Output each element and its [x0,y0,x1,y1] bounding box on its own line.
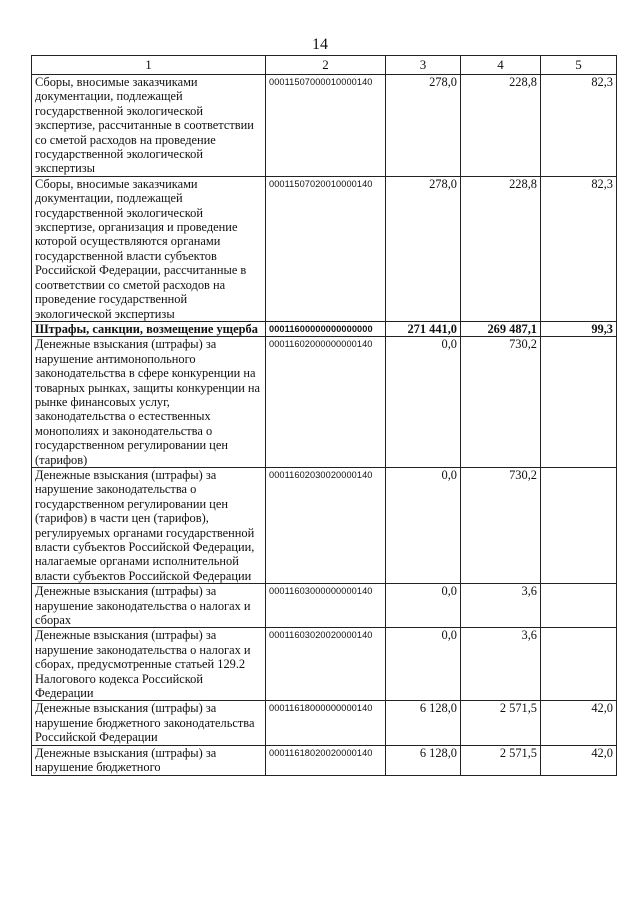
row-name-cell: Денежные взыскания (штрафы) за нарушение бюджетного [32,745,266,775]
row-name-cell: Денежные взыскания (штрафы) за нарушение законодательства о налогах и сборах [32,584,266,628]
table-row [32,75,617,177]
row-name-cell: Денежные взыскания (штрафы) за нарушение законодательства о налогах и сборах, предусмотренные статьей 129.2 Налогового кодекса Российской Федерации [32,628,266,701]
row-value-col4: 228,8 [461,75,541,177]
row-value-col4: 3,6 [461,628,541,701]
row-value-col5 [541,584,617,628]
row-value-col3: 278,0 [386,75,461,177]
row-value-col3: 0,0 [386,628,461,701]
row-value-col5 [541,467,617,583]
column-header-4: 4 [461,56,541,75]
row-value-col4: 730,2 [461,337,541,468]
row-value-col4: 3,6 [461,584,541,628]
table-header [32,56,617,75]
row-code-cell: 00011603020020000140 [266,628,386,701]
row-code-cell: 00011602030020000140 [266,467,386,583]
row-value-col5: 82,3 [541,75,617,177]
row-value-col3: 0,0 [386,337,461,468]
row-name-cell: Денежные взыскания (штрафы) за нарушение законодательства о государственном регулировании цен (тарифов) в части цен (тарифов), регулируемых органами государственной власти субъектов Российской Федерации, налагаемые органами исполнительной власти субъектов Российской Федерации [32,467,266,583]
row-value-col3: 0,0 [386,584,461,628]
row-value-col5: 82,3 [541,176,617,321]
row-name-cell: Сборы, вносимые заказчиками документации, подлежащей государственной экологической экспертизе, организация и проведение которой осуществляются органами государственной власти субъектов Российской Федерации, рассчитанные в соответствии со сметой расходов на проведение государственной экологической экспертизы [32,176,266,321]
row-code-cell: 00011507000010000140 [266,75,386,177]
page-number: 14 [312,36,328,53]
row-value-col5: 42,0 [541,701,617,745]
row-code-cell: 00011603000000000140 [266,584,386,628]
row-code-cell: 00011507020010000140 [266,176,386,321]
row-value-col3: 278,0 [386,176,461,321]
table-row [32,337,617,468]
table-row [32,321,617,336]
table-row [32,467,617,583]
row-code-cell: 00011600000000000000 [266,321,386,336]
row-value-col3: 6 128,0 [386,745,461,775]
row-value-col4: 2 571,5 [461,745,541,775]
row-value-col4: 269 487,1 [461,321,541,336]
row-code-cell: 00011618000000000140 [266,701,386,745]
row-value-col4: 2 571,5 [461,701,541,745]
table-row [32,745,617,775]
row-value-col3: 0,0 [386,467,461,583]
table-row [32,584,617,628]
table-body [32,75,617,776]
row-value-col3: 271 441,0 [386,321,461,336]
row-value-col4: 228,8 [461,176,541,321]
row-value-col3: 6 128,0 [386,701,461,745]
table-row [32,701,617,745]
row-value-col4: 730,2 [461,467,541,583]
column-header-2: 2 [266,56,386,75]
row-name-cell: Сборы, вносимые заказчиками документации, подлежащей государственной экологической экспертизе, рассчитанные в соответствии со сметой расходов на проведение государственной экологической экспертизы [32,75,266,177]
budget-table [31,55,617,776]
row-name-cell: Денежные взыскания (штрафы) за нарушение бюджетного законодательства Российской Федерации [32,701,266,745]
column-header-3: 3 [386,56,461,75]
column-header-1: 1 [32,56,266,75]
row-code-cell: 00011602000000000140 [266,337,386,468]
table-row [32,176,617,321]
table-row [32,628,617,701]
row-name-cell: Денежные взыскания (штрафы) за нарушение антимонопольного законодательства в сфере конкуренции на товарных рынках, защиты конкуренции на рынке финансовых услуг, законодательства о естественных монополиях и законодательства о государственном регулировании цен (тарифов) [32,337,266,468]
row-value-col5 [541,628,617,701]
row-value-col5: 42,0 [541,745,617,775]
row-value-col5 [541,337,617,468]
column-header-5: 5 [541,56,617,75]
row-name-cell: Штрафы, санкции, возмещение ущерба [32,321,266,336]
row-code-cell: 00011618020020000140 [266,745,386,775]
row-value-col5: 99,3 [541,321,617,336]
